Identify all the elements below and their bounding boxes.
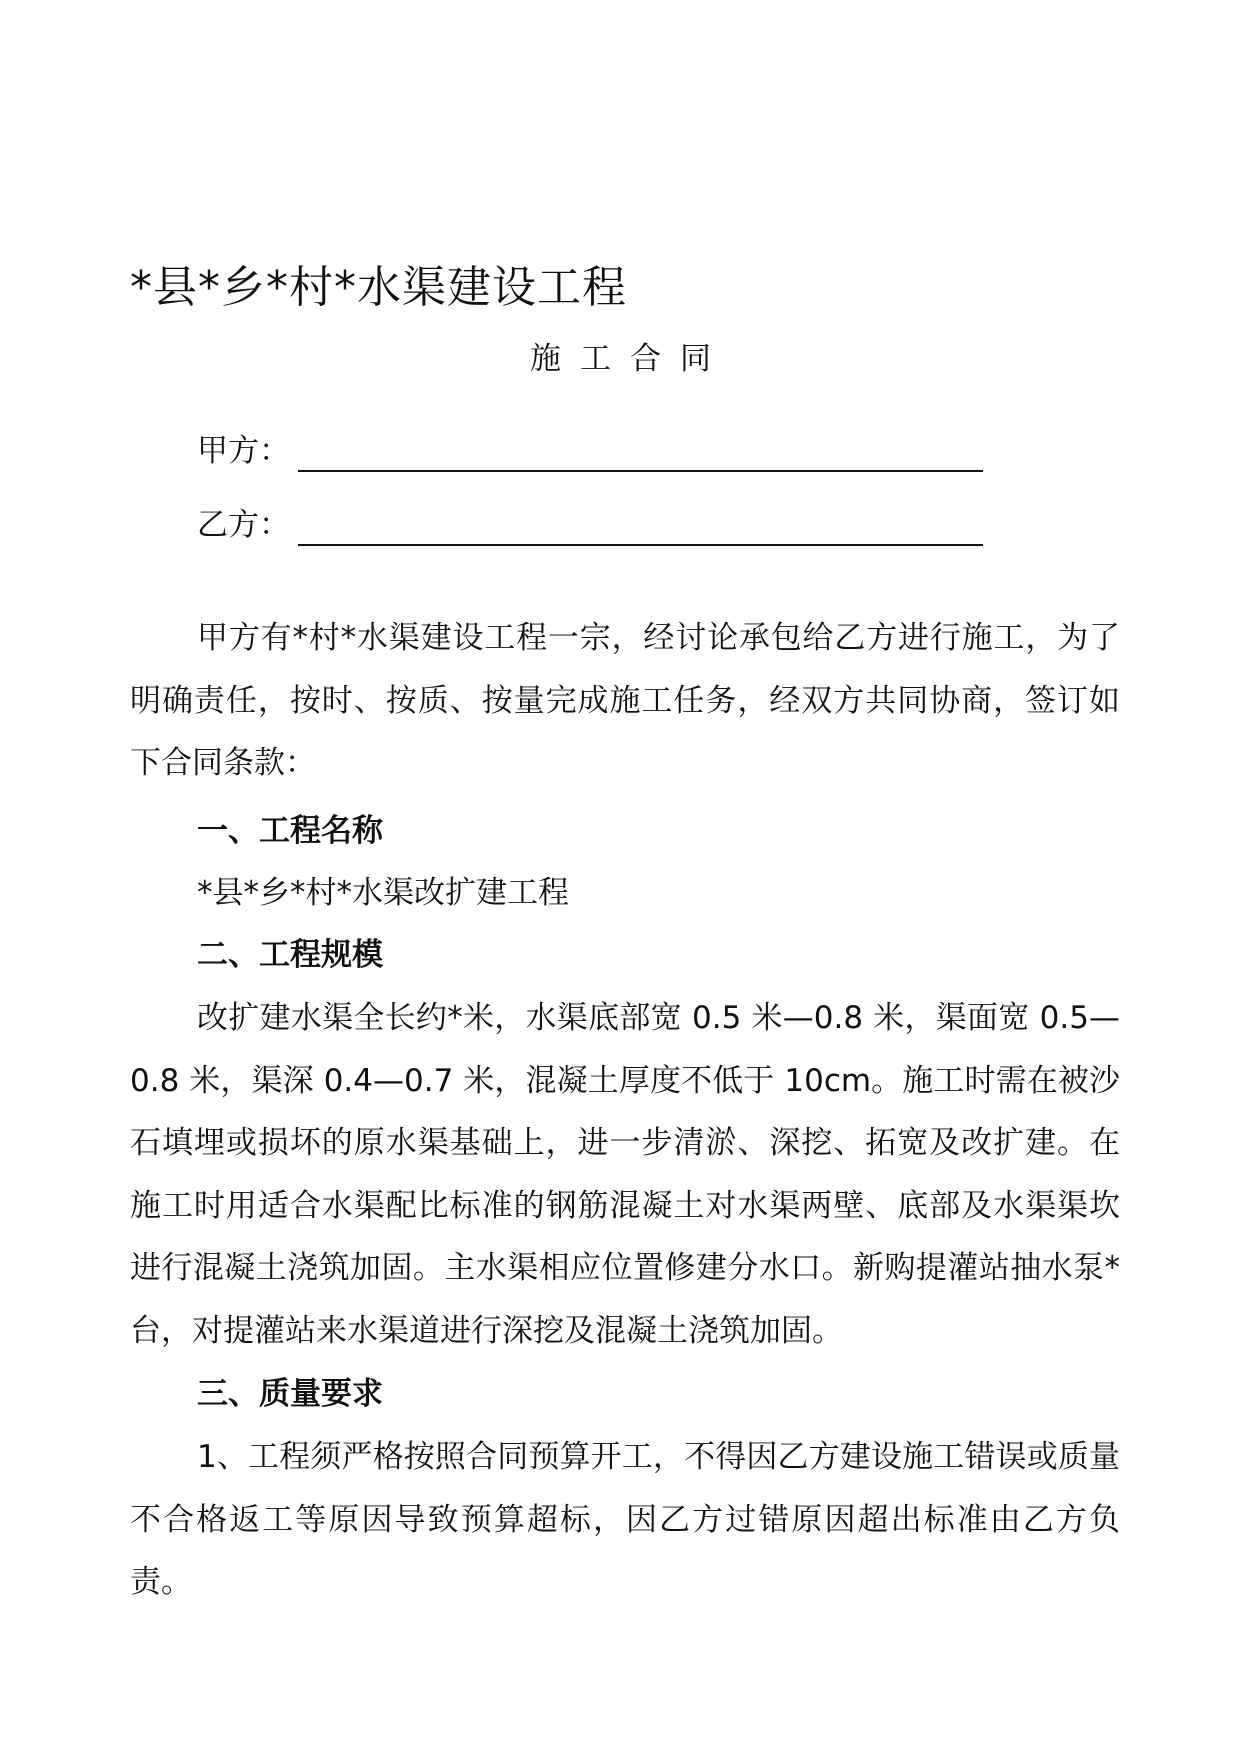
section-text-project-scale: 改扩建水渠全长约*米，水渠底部宽 0.5 米—0.8 米，渠面宽 0.5—0.8 米，渠深 0.4—0.7 米，混凝土厚度不低于 10cm。施工时需在被沙石填埋或损坏的原水渠基础上，进一步清淤、深挖、拓宽及改扩建。在施工时用适合水渠配比标准的钢筋混凝土对水渠两壁、底部及水渠渠坎进行混凝土浇筑加固。主水渠相应位置修建分水口。新购提灌站抽水泵*台，对提灌站来水渠道进行深挖及混凝土浇筑加固。 [130,1000,1120,1349]
section-heading-project-name: 一、工程名称 [197,813,383,849]
document-subtitle: 施工合同 [530,341,730,377]
party-a-line [197,428,983,474]
section-text-quality: 1、工程须严格按照合同预算开工，不得因乙方建设施工错误或质量不合格返工等原因导致预算超标，因乙方过错原因超出标准由乙方负责。 [130,1439,1120,1600]
party-b-line [197,502,983,548]
section-heading-project-scale: 二、工程规模 [197,937,383,973]
document-title: *县*乡*村*水渠建设工程 [130,262,627,313]
party-a-blank [298,470,983,472]
party-b-label: 乙方： [197,507,290,543]
intro-paragraph: 甲方有*村*水渠建设工程一宗，经讨论承包给乙方进行施工，为了明确责任，按时、按质、按量完成施工任务，经双方共同协商，签订如下合同条款： [130,620,1120,781]
section-text-project-name: *县*乡*村*水渠改扩建工程 [197,875,569,911]
party-b-blank [298,544,983,546]
party-a-label: 甲方： [197,433,290,469]
section-heading-quality: 三、质量要求 [197,1376,383,1412]
